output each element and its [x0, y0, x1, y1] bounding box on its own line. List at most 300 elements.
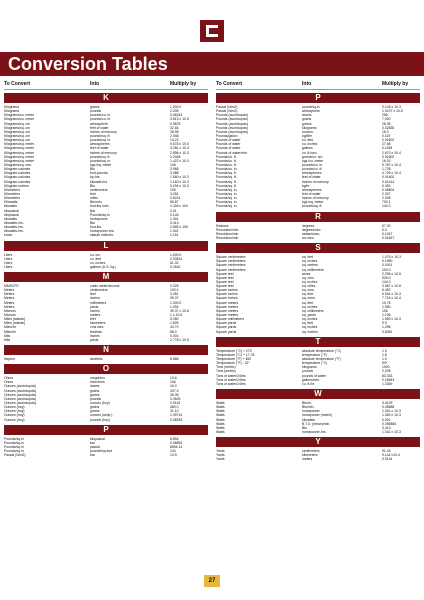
- cell-multiply-by: 1.0: [382, 348, 387, 353]
- cell-into: pounds/sq. ft.: [90, 133, 111, 138]
- cell-into: miles: [90, 196, 98, 201]
- cell-to-convert: Kilograms/sq. mm.: [4, 162, 33, 167]
- cell-to-convert: Pascal (N/m2): [4, 453, 26, 458]
- cell-into: foot-lbs.: [90, 225, 103, 230]
- cell-to-convert: Kilowatts: [4, 200, 18, 205]
- cell-into: millimeters: [90, 300, 107, 305]
- cell-to-convert: Pounds/sq. in.: [216, 196, 238, 201]
- cell-into: gallons: [302, 146, 313, 151]
- cell-into: Btu: [90, 220, 96, 225]
- cell-into: kg/liter: [302, 133, 312, 138]
- cell-into: pounds/cu. in.: [90, 117, 112, 122]
- cell-multiply-by: 2.896 x 10-3: [170, 150, 189, 155]
- header-into: Into: [302, 80, 312, 87]
- section-letter-p: P: [4, 425, 208, 435]
- cell-to-convert: Pounds/sq.in: [4, 436, 24, 441]
- header-to-convert: To Convert: [4, 80, 31, 87]
- section-letter-o: O: [4, 364, 208, 374]
- cell-multiply-by: 144: [170, 449, 176, 454]
- cell-multiply-by: 91.44: [382, 449, 391, 454]
- cell-into: radians/sec.: [302, 231, 321, 236]
- cell-multiply-by: 2.670 x 10-4: [382, 150, 401, 155]
- cell-to-convert: knots: [4, 233, 13, 238]
- cell-into: sq. feet: [302, 255, 314, 260]
- cell-multiply-by: 1.341: [170, 229, 179, 234]
- section-letter-y: Y: [216, 437, 420, 447]
- cell-multiply-by: 1.09714: [170, 413, 183, 418]
- cell-multiply-by: 1.422 x 10-3: [170, 158, 189, 163]
- cell-into: feet of water: [90, 146, 109, 151]
- table-row: [216, 204, 420, 208]
- cell-to-convert: Pounds/sq. ft.: [216, 183, 237, 188]
- cell-into: kilowatt-hrs: [90, 179, 108, 184]
- section-rows: [4, 103, 208, 238]
- cell-to-convert: Meters: [4, 296, 15, 301]
- cell-multiply-by: 2.205: [170, 109, 179, 114]
- cell-to-convert: Ounces (troy): [4, 405, 25, 410]
- cell-into: cms./sec.: [90, 325, 105, 330]
- cell-into: sq. inches: [302, 317, 318, 322]
- cell-multiply-by: 5,280: [170, 317, 179, 322]
- cell-to-convert: Pounds (avoirdupois): [216, 125, 249, 130]
- cell-multiply-by: 0.03531: [170, 256, 183, 261]
- cell-to-convert: Microns: [4, 308, 16, 313]
- cell-into: ounces: [302, 129, 313, 134]
- cell-to-convert: Watts: [216, 421, 225, 426]
- cell-multiply-by: 6.452: [382, 288, 391, 293]
- cell-into: atmospheres: [90, 142, 110, 147]
- cell-into: grains: [90, 388, 100, 393]
- cell-to-convert: Pounds (avoirdupois): [216, 117, 249, 122]
- cell-to-convert: Square meters: [216, 308, 239, 313]
- cell-into: kilograms: [302, 125, 317, 130]
- cell-to-convert: Square feet: [216, 279, 234, 284]
- cell-to-convert: Liters: [4, 256, 13, 261]
- logo-glyph: [206, 25, 218, 37]
- cell-to-convert: kilowatts-hrs.: [4, 225, 24, 230]
- cell-to-convert: Mils: [4, 337, 11, 342]
- cell-multiply-by: 0.2642: [170, 264, 181, 269]
- cell-into: pounds: [90, 396, 102, 401]
- cell-into: drams: [302, 113, 312, 118]
- cell-into: grains: [90, 405, 100, 410]
- cell-into: feet: [90, 317, 96, 322]
- cell-to-convert: Kilograms/sq. cm: [4, 133, 31, 138]
- cell-to-convert: Kilogram-calories: [4, 171, 31, 176]
- cell-into: Btu: [90, 167, 96, 172]
- cell-multiply-by: 0.0625: [170, 396, 181, 401]
- cell-to-convert: Square inches: [216, 296, 238, 301]
- cell-to-convert: Kilograms/sq. cm: [4, 125, 31, 130]
- cell-to-convert: Watts: [216, 417, 225, 422]
- cell-multiply-by: 6894.14: [170, 445, 183, 449]
- cell-multiply-by: 1.0197 x 10-5: [382, 109, 403, 114]
- cell-multiply-by: 0.9115: [170, 401, 181, 406]
- cell-into: kgs./sq. meter: [302, 200, 324, 205]
- cell-multiply-by: 256.: [382, 113, 389, 118]
- cell-into: sq. inches: [302, 325, 318, 330]
- section-letter-r: R: [216, 212, 420, 222]
- cell-into: sq. cms.: [302, 288, 315, 293]
- cell-multiply-by: 2,205: [382, 369, 391, 374]
- cell-into: feet/min.: [90, 329, 104, 334]
- header-to-convert: To Convert: [216, 80, 243, 87]
- cell-into: pounds: [302, 369, 314, 374]
- table-row: [216, 382, 420, 386]
- cell-to-convert: Pounds/sq.in: [4, 445, 24, 449]
- cell-to-convert: Kilograms/sq. cm: [4, 121, 31, 126]
- cell-to-convert: Pounds/sq. ft.: [216, 175, 237, 180]
- cell-into: sq. inches: [302, 279, 318, 284]
- cell-into: B.T.U. (mean)/min.: [302, 421, 331, 426]
- cell-multiply-by: 28.35: [170, 392, 179, 397]
- cell-into: sq. inches: [302, 259, 318, 264]
- cell-to-convert: Pascal (N/m2): [216, 109, 238, 114]
- right-column: [216, 78, 420, 462]
- cell-multiply-by: 106: [382, 308, 388, 313]
- cell-multiply-by: 1.550 x 10-3: [382, 317, 401, 322]
- cell-into: sq. feet: [302, 292, 314, 297]
- left-sections: [4, 93, 208, 457]
- cell-multiply-by: 1.076 x 10-3: [382, 255, 401, 260]
- cell-into: gallons/min.: [302, 377, 321, 382]
- cell-into: grams: [90, 105, 100, 109]
- cell-into: grams: [90, 409, 100, 414]
- cell-to-convert: Kilograms: [4, 105, 20, 109]
- cell-into: sq. feet: [302, 321, 314, 326]
- cell-to-convert: Pounds/sq.in: [4, 440, 24, 445]
- cell-into: grains: [302, 117, 312, 122]
- table-row: [4, 418, 208, 422]
- section-rows: [216, 399, 420, 434]
- cell-into: atmosphere: [302, 109, 320, 114]
- cell-to-convert: Revolution/min: [216, 231, 239, 236]
- cell-multiply-by: 144.0: [382, 204, 391, 209]
- cell-into: pound/sq.in.: [302, 105, 321, 109]
- cell-into: pounds/cu. in.: [302, 162, 324, 167]
- cell-to-convert: Pounds of water/min.: [216, 150, 248, 155]
- cell-to-convert: Watts: [216, 413, 225, 418]
- cell-to-convert: Pounds/sq. in.: [216, 204, 238, 209]
- cell-to-convert: Kilometers: [4, 196, 21, 201]
- cell-into: cu. feet: [302, 138, 314, 143]
- cell-multiply-by: 9.678 x 10-5: [170, 142, 189, 147]
- table-row: [4, 265, 208, 269]
- cell-multiply-by: 0.01414: [382, 179, 395, 184]
- cell-multiply-by: 0.0001: [382, 263, 393, 268]
- cell-multiply-by: 5.787 x 10-4: [382, 162, 401, 167]
- cell-multiply-by: 31.10: [170, 409, 179, 414]
- cell-into: cubic meter/second: [90, 284, 120, 289]
- cell-into: sq. millimeters: [302, 308, 324, 313]
- cell-multiply-by: 10.76: [382, 300, 391, 305]
- section-rows: [216, 222, 420, 241]
- cell-to-convert: Pascal (N/m2): [216, 105, 238, 109]
- cell-to-convert: kilowatts: [4, 204, 18, 209]
- cell-multiply-by: 6.0: [382, 227, 387, 232]
- cell-into: absolute temperature (°C): [302, 348, 342, 353]
- cell-to-convert: Liters: [4, 252, 13, 257]
- cell-into: cu. ft./sec.: [302, 150, 318, 155]
- cell-to-convert: Tons of water/24hrs: [216, 373, 246, 378]
- cell-multiply-by: 0.06243: [170, 113, 183, 118]
- cell-multiply-by: 2.296 x 10-5: [382, 271, 401, 276]
- cell-into: sq. cms.: [302, 275, 315, 280]
- cell-to-convert: MMSCFD: [4, 284, 19, 289]
- cell-to-convert: Yards: [216, 453, 225, 458]
- cell-multiply-by: 0.01602: [382, 154, 395, 159]
- cell-to-convert: Kilogram-meters: [4, 183, 29, 188]
- cell-into: temperature (°C): [302, 361, 328, 366]
- cell-to-convert: Meters: [4, 292, 15, 297]
- cell-into: cu. cm.: [90, 252, 101, 257]
- cell-multiply-by: 1,728: [382, 167, 391, 172]
- cell-into: cu. inches: [302, 142, 318, 147]
- cell-to-convert: Liters: [4, 260, 13, 265]
- cell-multiply-by: 3,281: [170, 191, 179, 196]
- cell-multiply-by: 14.22: [170, 138, 179, 143]
- cell-multiply-by: 703.1: [382, 200, 391, 205]
- cell-to-convert: Tons of water/24hrs: [216, 381, 246, 386]
- cell-into: Btu: [302, 425, 308, 430]
- cell-multiply-by: 3,413: [170, 220, 179, 225]
- cell-into: yards: [90, 337, 99, 342]
- page-number: 27: [204, 575, 220, 587]
- cell-into: Btu/hr.: [302, 401, 312, 406]
- cell-to-convert: Revolution/min: [216, 235, 239, 240]
- cell-multiply-by: 1.094: [170, 304, 179, 309]
- cell-multiply-by: 0.145: [170, 212, 179, 217]
- cell-to-convert: Pounds/sq. ft.: [216, 179, 237, 184]
- cell-multiply-by: 3.281 x 10-3: [170, 146, 189, 151]
- cell-multiply-by: 929.0: [382, 275, 391, 280]
- section-rows: [216, 447, 420, 461]
- cell-multiply-by: 1.0: [382, 357, 387, 362]
- cell-into: centimeters: [302, 449, 320, 454]
- cell-into: kilometers: [90, 321, 106, 326]
- cell-to-convert: Pounds of water: [216, 142, 241, 147]
- cell-to-convert: Mils: [4, 333, 11, 338]
- cell-multiply-by: 0.056884: [382, 421, 397, 426]
- cell-into: pounds (troy): [90, 417, 110, 422]
- cell-into: gallons (U.S. liq.): [90, 264, 116, 269]
- cell-into: kgs./sq. meter: [90, 162, 112, 167]
- cell-into: centimeters: [90, 288, 108, 293]
- cell-multiply-by: 1.3349: [382, 381, 393, 386]
- cell-into: feet: [90, 191, 96, 196]
- cell-into: feet of water: [90, 125, 109, 130]
- cell-into: atmospheres: [302, 171, 322, 176]
- cell-multiply-by: 0.328: [170, 284, 179, 289]
- cell-to-convert: Kilograms/sq. meter: [4, 154, 35, 159]
- cell-into: horsepower-hrs.: [302, 430, 327, 434]
- cell-multiply-by: 2.778 x 10-5: [170, 337, 189, 342]
- cell-multiply-by: 144.0: [382, 279, 391, 284]
- left-column: [4, 78, 208, 457]
- cell-multiply-by: 8.686: [170, 357, 179, 362]
- cell-multiply-by: 1.360 x 10-3: [382, 413, 401, 418]
- cell-multiply-by: 0.02835: [382, 125, 395, 130]
- cell-into: kilopascal: [90, 436, 105, 441]
- cell-to-convert: Temperature (°F) + 460: [216, 357, 252, 362]
- cell-multiply-by: 1.196: [382, 313, 391, 318]
- cell-to-convert: Ohms: [4, 380, 14, 385]
- cell-multiply-by: 0.119: [382, 133, 391, 138]
- cell-to-convert: Square inches: [216, 292, 238, 297]
- cell-multiply-by: 3.613 x 10-5: [170, 117, 189, 122]
- cell-multiply-by: 1,000.0: [170, 105, 182, 109]
- cell-multiply-by: 480.0: [170, 405, 179, 410]
- cell-to-convert: Kilometers: [4, 191, 21, 196]
- cell-into: kilowatts: [302, 417, 316, 422]
- section-rows: [4, 251, 208, 270]
- cell-multiply-by: 1,550: [382, 304, 391, 309]
- cell-multiply-by: 1.163 x 10-3: [170, 179, 189, 184]
- cell-into: temperature (°F): [302, 352, 327, 357]
- cell-to-convert: Watts: [216, 401, 225, 406]
- cell-to-convert: Ounces (troy): [4, 413, 25, 418]
- cell-to-convert: Kilometers: [4, 187, 21, 192]
- cell-multiply-by: 1.341: [170, 216, 179, 221]
- cell-into: horsepower: [90, 216, 108, 221]
- cell-into: atmosphere: [90, 121, 108, 126]
- cell-into: Btu: [90, 183, 96, 188]
- cell-into: hp-hrs: [90, 175, 100, 180]
- cell-multiply-by: 0.08333: [170, 417, 183, 422]
- table-row: [216, 330, 420, 334]
- cell-to-convert: Square centimeters: [216, 267, 246, 272]
- cell-multiply-by: 1.341 x 10-3: [382, 430, 401, 434]
- cell-into: sq. meters: [302, 263, 318, 268]
- section-rows: [4, 282, 208, 342]
- cell-into: centimeters: [90, 187, 108, 192]
- cell-multiply-by: 10-5: [170, 453, 177, 458]
- cell-to-convert: Square meters: [216, 313, 239, 318]
- cell-to-convert: Pounds/cu. ft.: [216, 162, 237, 167]
- header-into: Into: [90, 80, 100, 87]
- cell-to-convert: Miles (statute): [4, 317, 26, 322]
- cell-multiply-by: 61.02: [170, 260, 179, 265]
- cell-to-convert: Meters: [4, 300, 15, 305]
- cell-multiply-by: 3,413: [382, 425, 391, 430]
- cell-into: foot-pounds: [90, 171, 108, 176]
- cell-into: sq. inches: [302, 304, 318, 309]
- cell-to-convert: Square feet: [216, 275, 234, 280]
- cell-multiply-by: 437.5: [170, 388, 179, 393]
- cell-multiply-by: 3.968: [170, 167, 179, 172]
- cell-multiply-by: 105: [170, 187, 176, 192]
- cell-to-convert: Kilograms/sq. meter: [4, 146, 35, 151]
- cell-to-convert: Square yards: [216, 325, 237, 330]
- right-sections: [216, 93, 420, 462]
- cell-into: decibels: [90, 357, 103, 362]
- cell-multiply-by: 0.1047: [382, 231, 393, 236]
- cell-into: feet of water: [302, 175, 321, 180]
- cell-into: acres: [302, 271, 311, 276]
- cell-into: bar: [90, 453, 95, 458]
- cell-multiply-by: 1000: [382, 365, 390, 370]
- cell-into: degrees/sec.: [302, 227, 322, 232]
- cell-into: pascal: [90, 445, 100, 449]
- cell-to-convert: Kilograms/sq. meter: [4, 150, 35, 155]
- cell-multiply-by: 0.453: [382, 183, 391, 188]
- cell-multiply-by: 7,000: [382, 117, 391, 122]
- cell-multiply-by: 7.716 x 10-4: [382, 296, 401, 301]
- cell-to-convert: Revolution/min: [216, 227, 239, 232]
- cell-into: grams: [302, 121, 312, 126]
- cell-to-convert: Kilogram-calories: [4, 167, 31, 172]
- cell-to-convert: Square centimeters: [216, 259, 246, 264]
- cell-to-convert: Watts: [216, 430, 225, 434]
- cell-multiply-by: 5/9: [382, 361, 387, 366]
- cell-multiply-by: 0.06894: [170, 440, 183, 445]
- cell-multiply-by: 83.333: [382, 373, 393, 378]
- cell-multiply-by: 6.894: [170, 436, 179, 441]
- cell-multiply-by: 28.35: [382, 121, 391, 126]
- cell-multiply-by: 2.307: [382, 191, 391, 196]
- cell-into: ounces (avdp.): [90, 413, 113, 418]
- section-letter-t: T: [216, 337, 420, 347]
- cell-into: atmospheres: [302, 187, 322, 192]
- cell-into: cu. feet: [90, 256, 102, 261]
- cell-into: ounces (troy): [90, 401, 110, 406]
- cell-multiply-by: 27.68: [382, 142, 391, 147]
- section-letter-s: S: [216, 243, 420, 253]
- cell-into: inches of mercury: [90, 129, 117, 134]
- cell-to-convert: Ounces (avoirdupois): [4, 401, 37, 406]
- cell-into: sq. miles: [302, 284, 316, 289]
- table-row: [4, 233, 208, 237]
- cell-multiply-by: 9.294 x 10-3: [170, 183, 189, 188]
- cell-to-convert: Kilograms/sq. meter: [4, 158, 35, 163]
- cell-to-convert: Miles/hr.: [4, 329, 17, 334]
- cell-multiply-by: 0.01667: [382, 235, 395, 240]
- cell-into: pounds: [90, 109, 102, 114]
- cell-to-convert: Miles (statute): [4, 321, 26, 326]
- cell-to-convert: Radians: [216, 223, 229, 228]
- cell-to-convert: Kilograms/cu. meter: [4, 117, 35, 122]
- header-multiply-by: Multiply by: [382, 80, 409, 87]
- cell-to-convert: Temperature (°C) + 273: [216, 348, 252, 353]
- cell-multiply-by: 0.145 x 10-3: [382, 105, 401, 109]
- cell-multiply-by: 1.151: [170, 233, 179, 238]
- cell-multiply-by: 3.4129: [382, 401, 393, 406]
- cell-to-convert: Kilograms/sq. cm: [4, 138, 31, 143]
- header-multiply-by: Multiply by: [170, 80, 197, 87]
- cell-into: microhms: [90, 380, 105, 385]
- cell-into: sq. feet: [302, 300, 314, 305]
- cell-to-convert: Square yards: [216, 321, 237, 326]
- section-letter-w: W: [216, 389, 420, 399]
- cell-multiply-by: 3.281: [170, 292, 179, 297]
- table-row: [216, 457, 420, 461]
- cell-to-convert: Kilograms/sq. meter: [4, 142, 35, 147]
- cell-multiply-by: 32.84: [170, 125, 179, 130]
- cell-to-convert: Pounds/sq. in.: [216, 187, 238, 192]
- cell-into: degrees: [302, 223, 315, 228]
- cell-into: absolute temperature (°F): [302, 357, 341, 362]
- cell-multiply-by: 1,000.0: [170, 300, 182, 305]
- cell-into: Btu/min.: [90, 200, 103, 205]
- cell-multiply-by: 0.16643: [382, 377, 395, 382]
- page-title: Conversion Tables: [8, 54, 168, 74]
- cell-to-convert: Pounds/gallon: [216, 133, 238, 138]
- cell-into: sq. mms.: [302, 296, 316, 301]
- cell-into: feet: [90, 292, 96, 297]
- cell-into: pounds of water: [302, 373, 327, 378]
- cell-multiply-by: 0.001: [382, 417, 391, 422]
- section-letter-m: M: [4, 272, 208, 282]
